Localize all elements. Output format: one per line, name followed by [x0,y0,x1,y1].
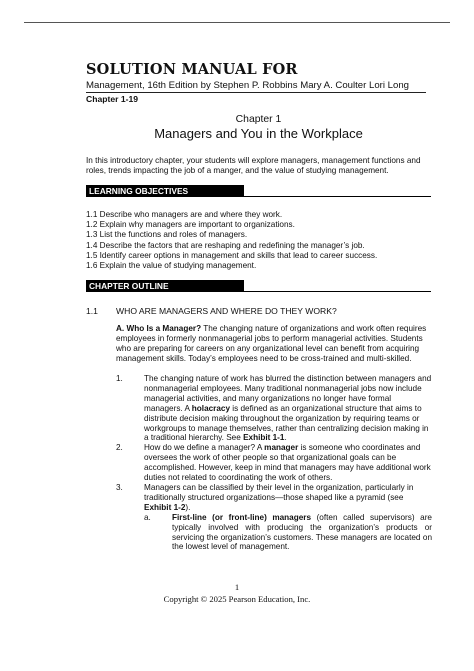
objective-item: 1.1 Describe who managers are and where they work. [86,210,283,219]
outline-subitem [144,513,432,553]
who-is-a-manager-paragraph [116,324,432,364]
objective-item: 1.2 Explain why managers are important to organizations. [86,220,295,230]
document-chapter-range: Chapter 1-19 [86,94,139,104]
objective-item: 1.5 Identify career options in management and skills that lead to career success. [86,250,378,260]
exhibit-reference: Exhibit 1-1 [243,433,285,443]
outline-item [116,483,432,552]
outline-item-text: How do we define a manager? A [144,443,265,453]
outline-item [116,443,432,483]
term-manager: manager [264,443,299,453]
outline-item-number: 2. [116,443,123,453]
chapter-outline-heading: CHAPTER OUTLINE [86,280,244,292]
intro-paragraph: In this introductory chapter, your students will explore managers, management functions and roles, trends impacting the job of a manger, and the value of studying management. [86,156,421,176]
chapter-title: Managers and You in the Workplace [154,126,363,141]
objective-item: 1.6 Explain the value of studying management. [86,261,257,271]
outline-item-text: The changing nature of work has blurred the distinction between managers and nonmanagerial employees. Many traditional nonmanagerial jobs now include managerial activities, and many organizations no longer have formal managers. A [144,374,432,413]
outline-section-title: WHO ARE MANAGERS AND WHERE DO THEY WORK? [116,306,337,316]
outline-item-number: 3. [116,482,123,492]
outline-item-text: Managers can be classified by their level in the organization, particularly in traditionally structured organizations—those shaped like a pyramid (see [144,482,414,502]
outline-subitem-text: (often called supervisors) are typically involved with producing the organization’s products or servicing the organization’s customers. These managers are located on the lowest level of management. [172,512,432,552]
learning-objectives-list [86,210,377,271]
learning-objectives-heading: LEARNING OBJECTIVES [86,185,244,197]
outline-item-text: is someone who coordinates and oversees the work of other people so that organizational goals can be accomplished. However, keep in mind that managers may have additional work duties not related to coordinating the work of others. [144,443,431,483]
outline-item-text: is defined as an organizational structure that aims to distribute decision making throughout the organization by requiring teams or workgroups to manage themselves, rather than centralizing decision making in a traditional hierarchy. See [144,403,429,443]
para-a-bold-lead: A. Who Is a Manager? [116,324,202,333]
outline-item-text: . [284,433,287,443]
outline-item-number: 1. [116,374,123,383]
outline-section-number: 1.1 [86,306,98,316]
document-subtitle: Management, 16th Edition by Stephen P. Robbins Mary A. Coulter Lori Long [86,80,426,93]
outline-item [116,374,432,443]
outline-item-text: ). [185,502,191,512]
top-rule [24,22,450,23]
objective-item: 1.4 Describe the factors that are reshaping and redefining the manager’s job. [86,240,365,250]
term-holacracy: holacracy [191,403,231,413]
exhibit-reference: Exhibit 1-2 [144,502,186,512]
outline-subitem-letter: a. [144,512,151,522]
copyright-notice: Copyright © 2025 Pearson Education, Inc. [163,594,311,604]
page-number: 1 [234,582,240,592]
para-a-body: The changing nature of organizations and work often requires employees in formerly nonmanagerial jobs to perform managerial activities. Students who are preparing for careers on any organizational level can benefit from acquiring management skills. Today’s employees need to be cross-trained and multi-skilled. [116,324,427,363]
document-title: SOLUTION MANUAL FOR [86,61,298,78]
outline-numbered-list [116,374,432,552]
objective-item: 1.3 List the functions and roles of managers. [86,230,248,240]
term-first-line-managers: First-line (or front-line) managers [172,512,312,522]
chapter-number: Chapter 1 [235,114,282,125]
